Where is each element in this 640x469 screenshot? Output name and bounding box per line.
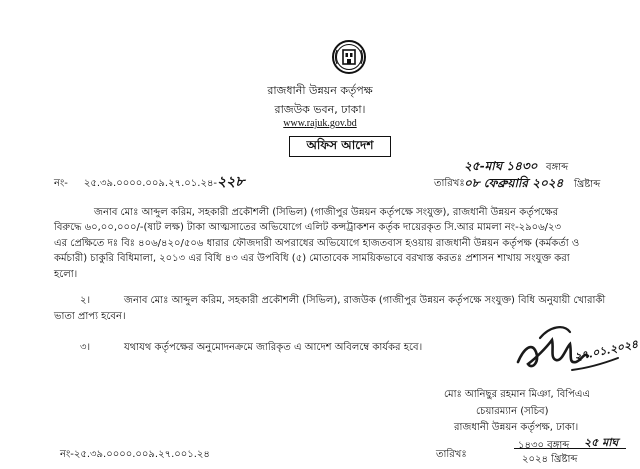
- rajuk-seal-icon: [331, 38, 367, 76]
- memo-date-bottom-hand: ২৫ মাঘ: [584, 436, 619, 449]
- paragraph-line: জনাব মোঃ আব্দুল করিম, সহকারী প্রকৌশলী (সিভিল), রাজউক (গাজীপুর উন্নয়ন কর্তৃপক্ষে সংযুক্ত) বিধি অনুযায়ী খোরাকী: [124, 295, 606, 306]
- paragraph-1-body: [54, 220, 579, 282]
- date-bangla-hand: ২৫-মাঘ ১৪৩০: [464, 159, 538, 173]
- paragraph-2-cont: [54, 309, 126, 325]
- date-bangla-suffix: বঙ্গাব্দ: [546, 162, 569, 173]
- paragraph-line: এর প্রেক্ষিতে দঃ বিঃ ৪০৬/৪২০/৫০৬ ধারার ফৌজদারী অপরাধের অভিযোগে হাজতবাস হওয়ায় রাজধানী উন্নয়ন কর্তৃপক্ষ (কর্মকর্তা ও: [54, 237, 580, 249]
- memo-date-bottom-bangla: ১৪৩০ বঙ্গাব্দ: [518, 440, 570, 451]
- paragraph-2-number: ২।: [80, 295, 91, 306]
- memo-date-bottom-label: তারিখঃ: [436, 449, 467, 460]
- website-link[interactable]: www.rajuk.gov.bd: [283, 118, 357, 129]
- memo-number-top: [54, 170, 244, 194]
- building-address: রাজউক ভবন, ঢাকা।: [274, 103, 366, 116]
- paragraph-line: বিরুদ্ধে ৬০,০০,০০০/-(ষাট লক্ষ) টাকা আত্মসাতের অভিযোগে এলিট কন্সট্রাকশন কর্তৃক দায়েরকৃত সি.আর মামলা নং-২৯০৬/২৩: [54, 222, 562, 233]
- signatory-office: রাজধানী উন্নয়ন কর্তৃপক্ষ, ঢাকা।: [454, 422, 579, 433]
- memo-hand-number: ২২৮: [217, 174, 245, 190]
- paragraph-line: কর্মচারী) চাকুরি বিধিমালা, ২০১৩ এর বিধি ৪৩ এর উপবিধি (৫) মোতাবেক সাময়িকভাবে বরখাস্ত করতঃ প্রশাসন শাখায় সংযুক্ত করা: [54, 253, 570, 264]
- document-title-text: অফিস আদেশ: [306, 137, 374, 152]
- paragraph-line: হলো।: [54, 268, 78, 280]
- memo-number-bottom: নং-২৫.৩৯.০০০০.০০৯.২৭.০০১.২৪: [60, 449, 210, 460]
- paragraph-line: জনাব মোঃ আব্দুল করিম, সহকারী প্রকৌশলী (সিভিল) (গাজীপুর উন্নয়ন কর্তৃপক্ষে সংযুক্ত), রাজধানী উন্নয়ন কর্তৃপক্ষের: [94, 207, 559, 218]
- org-name: রাজধানী উন্নয়ন কর্তৃপক্ষ: [267, 84, 373, 97]
- date-divider: [514, 448, 626, 449]
- paragraph-line: ভাতা প্রাপ্য হবেন।: [54, 311, 126, 322]
- memo-date-bottom-english: ২০২৪ খ্রিষ্টাব্দ: [522, 454, 578, 465]
- signatory-name: মোঃ আনিছুর রহমান মিঞা, বিপিএএ: [444, 389, 591, 400]
- date-english-suffix: খ্রিষ্টাব্দ: [574, 179, 601, 190]
- paragraph-2: [124, 293, 605, 309]
- date-english-hand: ০৮ ফেব্রুয়ারি ২০২৪: [464, 176, 564, 190]
- paragraph-3: [124, 340, 422, 356]
- paragraph-3-number: ৩।: [80, 342, 91, 353]
- signatory-designation: চেয়ারম্যান (সচিব): [476, 406, 549, 417]
- date-label: তারিখঃ: [434, 178, 465, 189]
- memo-prefix: নং-: [54, 178, 68, 189]
- document-title: [289, 136, 391, 157]
- paragraph-1: [84, 205, 558, 221]
- paragraph-line: যথাযথ কর্তৃপক্ষের অনুমোদনক্রমে জারিকৃত এ আদেশ অবিলম্বে কার্যকর হবে।: [124, 342, 423, 353]
- memo-number-value: ২৫.৩৯.০০০০.০০৯.২৭.০১.২৪-: [83, 178, 218, 189]
- signature-hand-date: ২৭.০১.২০২৪: [573, 337, 640, 364]
